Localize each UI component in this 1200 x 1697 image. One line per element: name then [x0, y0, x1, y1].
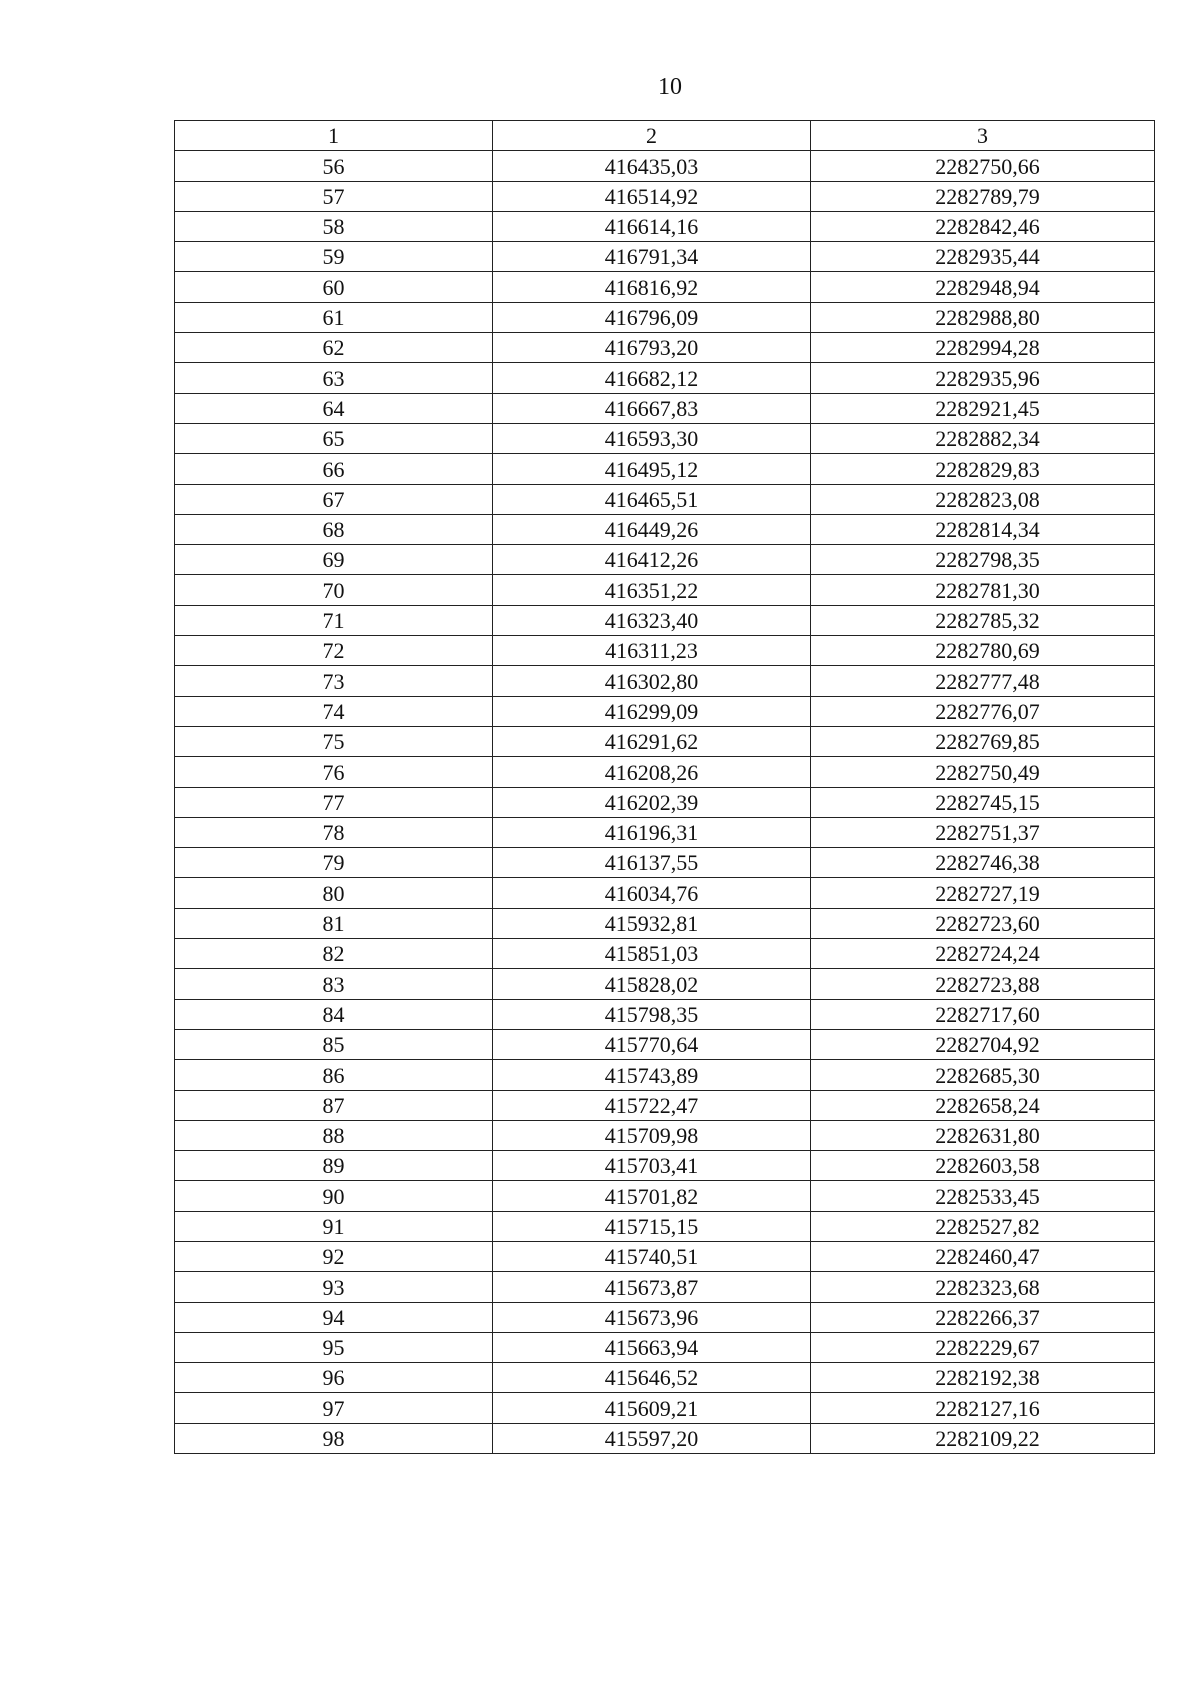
point-number-cell: 81	[175, 908, 493, 938]
coordinate-x-cell: 415646,52	[493, 1363, 811, 1393]
table-row	[175, 1090, 1155, 1120]
coordinate-y-cell: 2282704,92	[811, 1029, 1155, 1059]
table-row	[175, 696, 1155, 726]
table-row	[175, 999, 1155, 1029]
coordinate-x-cell: 416435,03	[493, 151, 811, 181]
point-number-cell: 58	[175, 211, 493, 241]
coordinate-x-cell: 415828,02	[493, 969, 811, 999]
point-number-cell: 93	[175, 1272, 493, 1302]
coordinate-x-cell: 416667,83	[493, 393, 811, 423]
coordinate-y-cell: 2282746,38	[811, 848, 1155, 878]
point-number-cell: 91	[175, 1211, 493, 1241]
coordinate-x-cell: 416137,55	[493, 848, 811, 878]
coordinate-y-cell: 2282229,67	[811, 1332, 1155, 1362]
coordinate-y-cell: 2282723,60	[811, 908, 1155, 938]
point-number-cell: 76	[175, 757, 493, 787]
column-header-1: 1	[175, 121, 493, 151]
point-number-cell: 83	[175, 969, 493, 999]
table-row	[175, 242, 1155, 272]
coordinate-y-cell: 2282921,45	[811, 393, 1155, 423]
coordinate-x-cell: 415609,21	[493, 1393, 811, 1423]
coordinate-y-cell: 2282994,28	[811, 333, 1155, 363]
point-number-cell: 87	[175, 1090, 493, 1120]
table-row	[175, 666, 1155, 696]
point-number-cell: 85	[175, 1029, 493, 1059]
table-row	[175, 1181, 1155, 1211]
table-row	[175, 908, 1155, 938]
table-row	[175, 1029, 1155, 1059]
table-row	[175, 1060, 1155, 1090]
table-row	[175, 181, 1155, 211]
coordinate-y-cell: 2282533,45	[811, 1181, 1155, 1211]
point-number-cell: 82	[175, 939, 493, 969]
point-number-cell: 62	[175, 333, 493, 363]
coordinate-x-cell: 416614,16	[493, 211, 811, 241]
table-row	[175, 575, 1155, 605]
coordinate-x-cell: 415701,82	[493, 1181, 811, 1211]
point-number-cell: 80	[175, 878, 493, 908]
table-row	[175, 151, 1155, 181]
point-number-cell: 88	[175, 1120, 493, 1150]
point-number-cell: 75	[175, 726, 493, 756]
point-number-cell: 56	[175, 151, 493, 181]
coordinate-y-cell: 2282460,47	[811, 1241, 1155, 1271]
coordinate-y-cell: 2282658,24	[811, 1090, 1155, 1120]
coordinate-y-cell: 2282769,85	[811, 726, 1155, 756]
point-number-cell: 66	[175, 454, 493, 484]
table-row	[175, 302, 1155, 332]
point-number-cell: 89	[175, 1151, 493, 1181]
table-row	[175, 878, 1155, 908]
coordinate-y-cell: 2282724,24	[811, 939, 1155, 969]
coordinate-x-cell: 416351,22	[493, 575, 811, 605]
coordinate-x-cell: 416196,31	[493, 817, 811, 847]
coordinates-table	[174, 120, 1155, 1454]
table-row	[175, 969, 1155, 999]
coordinate-x-cell: 416299,09	[493, 696, 811, 726]
coordinate-x-cell: 416412,26	[493, 545, 811, 575]
column-header-2: 2	[493, 121, 811, 151]
coordinate-y-cell: 2282727,19	[811, 878, 1155, 908]
point-number-cell: 94	[175, 1302, 493, 1332]
table-row	[175, 545, 1155, 575]
point-number-cell: 74	[175, 696, 493, 726]
table-row	[175, 393, 1155, 423]
coordinate-x-cell: 416465,51	[493, 484, 811, 514]
coordinate-x-cell: 415722,47	[493, 1090, 811, 1120]
coordinate-x-cell: 416593,30	[493, 423, 811, 453]
point-number-cell: 79	[175, 848, 493, 878]
coordinate-x-cell: 416791,34	[493, 242, 811, 272]
coordinate-x-cell: 415673,87	[493, 1272, 811, 1302]
coordinate-x-cell: 416291,62	[493, 726, 811, 756]
table-row	[175, 514, 1155, 544]
coordinate-x-cell: 416793,20	[493, 333, 811, 363]
point-number-cell: 92	[175, 1241, 493, 1271]
coordinates-table-container	[174, 120, 1154, 1454]
table-row	[175, 726, 1155, 756]
coordinate-x-cell: 416796,09	[493, 302, 811, 332]
coordinate-y-cell: 2282798,35	[811, 545, 1155, 575]
table-row	[175, 848, 1155, 878]
point-number-cell: 73	[175, 666, 493, 696]
coordinate-x-cell: 416311,23	[493, 636, 811, 666]
table-row	[175, 1332, 1155, 1362]
coordinate-y-cell: 2282109,22	[811, 1423, 1155, 1453]
table-row	[175, 1423, 1155, 1453]
table-row	[175, 939, 1155, 969]
coordinate-x-cell: 415663,94	[493, 1332, 811, 1362]
coordinate-y-cell: 2282751,37	[811, 817, 1155, 847]
point-number-cell: 59	[175, 242, 493, 272]
coordinate-y-cell: 2282935,44	[811, 242, 1155, 272]
table-row	[175, 454, 1155, 484]
coordinate-y-cell: 2282829,83	[811, 454, 1155, 484]
table-row	[175, 1302, 1155, 1332]
point-number-cell: 72	[175, 636, 493, 666]
point-number-cell: 71	[175, 605, 493, 635]
coordinate-y-cell: 2282723,88	[811, 969, 1155, 999]
point-number-cell: 90	[175, 1181, 493, 1211]
coordinate-x-cell: 416495,12	[493, 454, 811, 484]
coordinate-x-cell: 415743,89	[493, 1060, 811, 1090]
point-number-cell: 95	[175, 1332, 493, 1362]
point-number-cell: 61	[175, 302, 493, 332]
table-row	[175, 333, 1155, 363]
coordinate-y-cell: 2282527,82	[811, 1211, 1155, 1241]
coordinate-y-cell: 2282777,48	[811, 666, 1155, 696]
coordinate-y-cell: 2282323,68	[811, 1272, 1155, 1302]
coordinate-x-cell: 415770,64	[493, 1029, 811, 1059]
table-row	[175, 363, 1155, 393]
coordinate-x-cell: 415703,41	[493, 1151, 811, 1181]
coordinate-x-cell: 416202,39	[493, 787, 811, 817]
coordinate-y-cell: 2282780,69	[811, 636, 1155, 666]
point-number-cell: 70	[175, 575, 493, 605]
coordinate-y-cell: 2282717,60	[811, 999, 1155, 1029]
table-row	[175, 484, 1155, 514]
coordinate-x-cell: 416449,26	[493, 514, 811, 544]
table-row	[175, 211, 1155, 241]
table-row	[175, 605, 1155, 635]
point-number-cell: 78	[175, 817, 493, 847]
coordinate-y-cell: 2282785,32	[811, 605, 1155, 635]
table-row	[175, 787, 1155, 817]
table-row	[175, 757, 1155, 787]
coordinate-y-cell: 2282842,46	[811, 211, 1155, 241]
table-body	[175, 151, 1155, 1454]
point-number-cell: 86	[175, 1060, 493, 1090]
table-row	[175, 636, 1155, 666]
coordinate-y-cell: 2282988,80	[811, 302, 1155, 332]
point-number-cell: 63	[175, 363, 493, 393]
table-row	[175, 1120, 1155, 1150]
point-number-cell: 96	[175, 1363, 493, 1393]
coordinate-x-cell: 415715,15	[493, 1211, 811, 1241]
coordinate-x-cell: 415673,96	[493, 1302, 811, 1332]
page-number: 10	[658, 74, 682, 100]
coordinate-y-cell: 2282192,38	[811, 1363, 1155, 1393]
coordinate-x-cell: 416682,12	[493, 363, 811, 393]
coordinate-x-cell: 415709,98	[493, 1120, 811, 1150]
table-row	[175, 423, 1155, 453]
coordinate-y-cell: 2282603,58	[811, 1151, 1155, 1181]
coordinate-x-cell: 416208,26	[493, 757, 811, 787]
point-number-cell: 84	[175, 999, 493, 1029]
point-number-cell: 65	[175, 423, 493, 453]
table-row	[175, 817, 1155, 847]
table-header	[175, 121, 1155, 151]
coordinate-x-cell: 415932,81	[493, 908, 811, 938]
table-row	[175, 1241, 1155, 1271]
coordinate-x-cell: 416816,92	[493, 272, 811, 302]
table-row	[175, 1151, 1155, 1181]
coordinate-x-cell: 416323,40	[493, 605, 811, 635]
coordinate-y-cell: 2282781,30	[811, 575, 1155, 605]
coordinate-y-cell: 2282750,66	[811, 151, 1155, 181]
coordinate-x-cell: 415740,51	[493, 1241, 811, 1271]
coordinate-x-cell: 416034,76	[493, 878, 811, 908]
coordinate-y-cell: 2282935,96	[811, 363, 1155, 393]
coordinate-y-cell: 2282127,16	[811, 1393, 1155, 1423]
header-row	[175, 121, 1155, 151]
coordinate-y-cell: 2282266,37	[811, 1302, 1155, 1332]
coordinate-y-cell: 2282789,79	[811, 181, 1155, 211]
point-number-cell: 77	[175, 787, 493, 817]
point-number-cell: 60	[175, 272, 493, 302]
coordinate-y-cell: 2282776,07	[811, 696, 1155, 726]
coordinate-y-cell: 2282882,34	[811, 423, 1155, 453]
table-row	[175, 1393, 1155, 1423]
point-number-cell: 98	[175, 1423, 493, 1453]
coordinate-y-cell: 2282823,08	[811, 484, 1155, 514]
column-header-3: 3	[811, 121, 1155, 151]
table-row	[175, 1211, 1155, 1241]
coordinate-x-cell: 415851,03	[493, 939, 811, 969]
point-number-cell: 67	[175, 484, 493, 514]
coordinate-y-cell: 2282631,80	[811, 1120, 1155, 1150]
coordinate-y-cell: 2282750,49	[811, 757, 1155, 787]
coordinate-x-cell: 415597,20	[493, 1423, 811, 1453]
point-number-cell: 97	[175, 1393, 493, 1423]
point-number-cell: 64	[175, 393, 493, 423]
point-number-cell: 69	[175, 545, 493, 575]
coordinate-y-cell: 2282948,94	[811, 272, 1155, 302]
coordinate-x-cell: 415798,35	[493, 999, 811, 1029]
coordinate-y-cell: 2282814,34	[811, 514, 1155, 544]
table-row	[175, 272, 1155, 302]
point-number-cell: 57	[175, 181, 493, 211]
coordinate-y-cell: 2282745,15	[811, 787, 1155, 817]
table-row	[175, 1363, 1155, 1393]
coordinate-x-cell: 416514,92	[493, 181, 811, 211]
table-row	[175, 1272, 1155, 1302]
coordinate-y-cell: 2282685,30	[811, 1060, 1155, 1090]
point-number-cell: 68	[175, 514, 493, 544]
coordinate-x-cell: 416302,80	[493, 666, 811, 696]
